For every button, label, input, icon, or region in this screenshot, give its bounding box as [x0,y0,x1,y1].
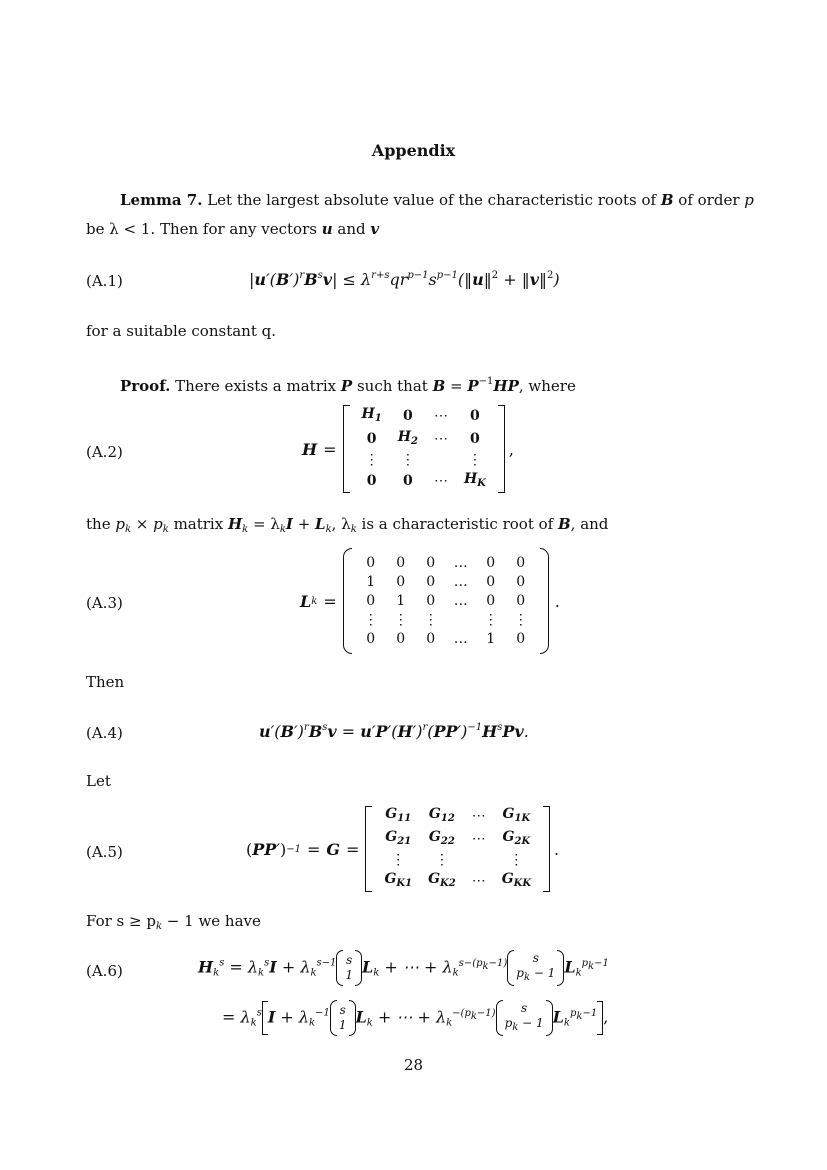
equation-a6-line1: $H_k^s = \lambda_k^sI + \lambda_k^{s-1}$ s 1 $L_k$ + ⋯ + $\lambda_k^{s-(p_k-1)}$ s $p_k - 1$ $L_k^{p_k-1}$ [198,950,609,986]
pk-matrix-text: the $p_k \times p_k$ matrix $H_k = \lambda_kI + L_k$, $\lambda_k$ is a characteristic root of B, and [86,515,609,535]
page-number: 28 [403,1056,424,1074]
lemma-paragraph: Lemma 7. Let the largest absolute value of the characteristic roots of B of order p be λ < 1. Then for any vectors u and v [86,191,754,238]
equation-a6-line2: = $\lambda_k^s$ $I + \lambda_k^{-1}$ s 1 $L_k$ + ⋯ + $\lambda_k^{-(p_k-1)}$ s $p_k - 1$ $L_k^{p_k-1}$ , [222,1000,608,1036]
eq-label-a2: (A.2) [86,443,123,461]
equation-a3: L k = 0 0 0 … 0 0 1 0 0 … 0 0 0 1 0 … 0 0 ⋮ ⋮ ⋮ ⋮ ⋮ 0 0 0 … 1 0 . [300,548,560,654]
let-text: Let [86,772,111,790]
eq-label-a3: (A.3) [86,594,123,612]
eq-label-a4: (A.4) [86,724,123,742]
equation-a1: $|u'(B')^rB^sv|$ ≤ $\lambda^{r+s}qr^{p-1}s^{p-1}(‖u‖^2$ + ‖v‖$^2$) [249,270,560,289]
eq-label-a5: (A.5) [86,843,123,861]
then-text: Then [86,673,125,691]
eq-label-a1: (A.1) [86,272,123,290]
section-heading: Appendix [371,141,456,160]
for-s-text: For $s \ge p_k - 1$ we have [86,912,261,932]
equation-a2: H = $H_1$ 0 ⋯ 0 0 $H_2$ ⋯ 0 ⋮ ⋮ ⋮ 0 0 ⋯ $H_K$ , [302,405,514,493]
equation-a5: ( PP ′ ) −1 = G = $G_{11}$ $G_{12}$ ⋯ $G_{1K}$ $G_{21}$ $G_{22}$ ⋯ $G_{2K}$ ⋮ ⋮ ⋮ $G_{K1}$ $G_{K2}$ ⋯ $G_{KK}$ . [246,806,559,892]
proof-paragraph: Proof. There exists a matrix P such that $B = P^{-1}HP$, where [120,376,576,395]
proof-label: Proof. [120,377,171,395]
lemma-label: Lemma 7. [120,191,203,209]
equation-a4: $u'(B')^rB^sv = u'P'(H')^r(PP')^{-1}H^sPv$. [259,722,529,741]
suitable-constant-text: for a suitable constant q. [86,322,276,340]
eq-label-a6: (A.6) [86,962,123,980]
